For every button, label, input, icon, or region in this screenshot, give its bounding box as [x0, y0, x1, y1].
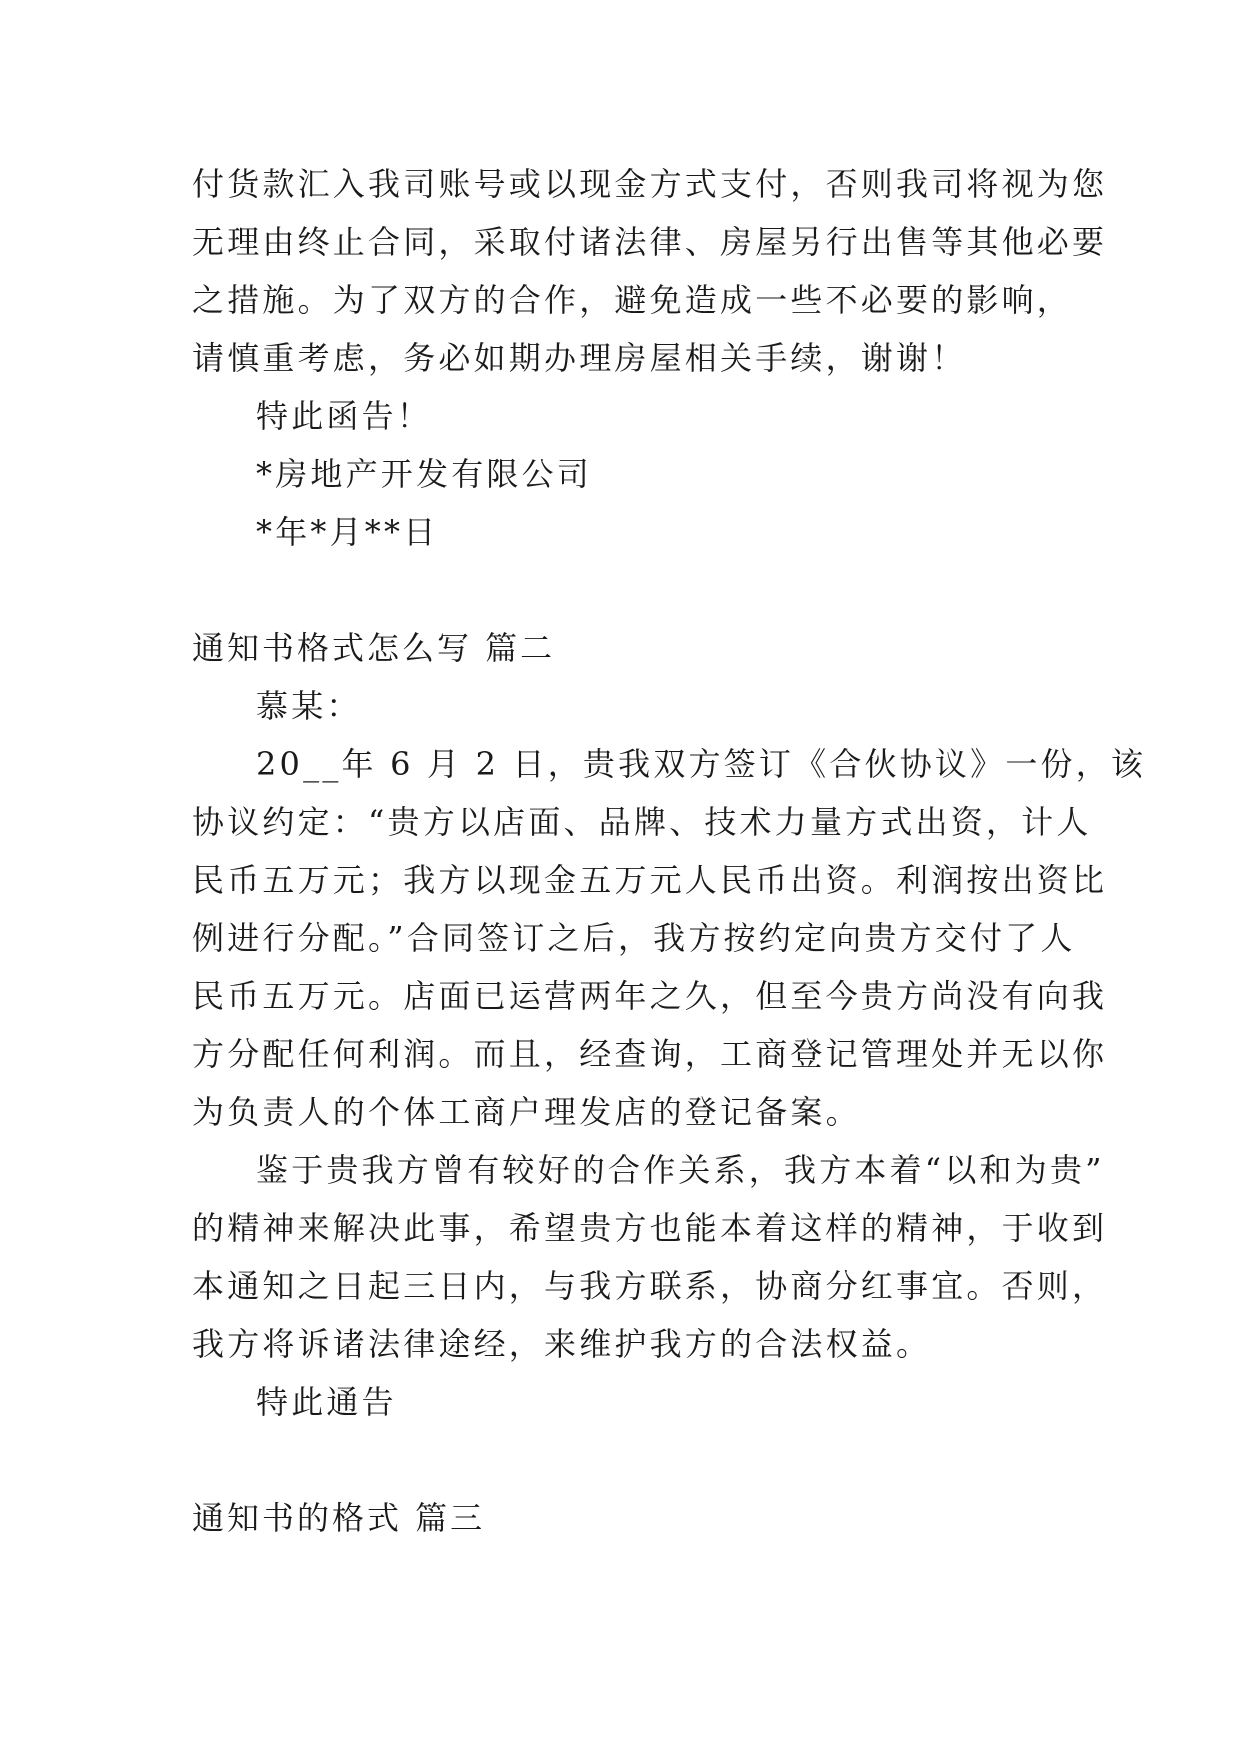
body-line-6: 协议约定：“贵方以店面、品牌、技术力量方式出资，计人 [192, 803, 1092, 841]
body-line-9: 民币五万元。店面已运营两年之久，但至今贵方尚没有向我 [192, 977, 1108, 1015]
signature-date: *年*月**日 [256, 513, 439, 551]
body-line-8: 例进行分配。”合同签订之后，我方按约定向贵方交付了人 [192, 919, 1076, 957]
salutation: 慕某： [256, 687, 362, 725]
closing-line: 特此函告！ [256, 397, 433, 435]
body-line-5: 20__年 6 月 2 日，贵我双方签订《合伙协议》一份，该 [256, 745, 1147, 783]
body-line-7: 民币五万元；我方以现金五万元人民币出资。利润按出资比 [192, 861, 1108, 899]
body-line-13: 的精神来解决此事，希望贵方也能本着这样的精神，于收到 [192, 1209, 1108, 1247]
section-heading-3: 通知书的格式 篇三 [192, 1499, 486, 1537]
company-signature: *房地产开发有限公司 [256, 455, 593, 493]
body-line-15: 我方将诉诸法律途经，来维护我方的合法权益。 [192, 1325, 932, 1363]
body-line-3: 之措施。为了双方的合作，避免造成一些不必要的影响， [192, 281, 1073, 319]
body-line-11: 为负责人的个体工商户理发店的登记备案。 [192, 1093, 861, 1131]
body-line-2: 无理由终止合同，采取付诸法律、房屋另行出售等其他必要 [192, 223, 1108, 261]
section-heading-2: 通知书格式怎么写 篇二 [192, 629, 556, 667]
body-line-10: 方分配任何利润。而且，经查询，工商登记管理处并无以你 [192, 1035, 1108, 1073]
body-line-1: 付货款汇入我司账号或以现金方式支付，否则我司将视为您 [192, 165, 1108, 203]
body-line-4: 请慎重考虑，务必如期办理房屋相关手续，谢谢！ [192, 339, 967, 377]
body-line-14: 本通知之日起三日内，与我方联系，协商分红事宜。否则， [192, 1267, 1108, 1305]
body-line-12: 鉴于贵我方曾有较好的合作关系，我方本着“以和为贵” [256, 1151, 1105, 1189]
closing-notice: 特此通告 [256, 1383, 397, 1421]
